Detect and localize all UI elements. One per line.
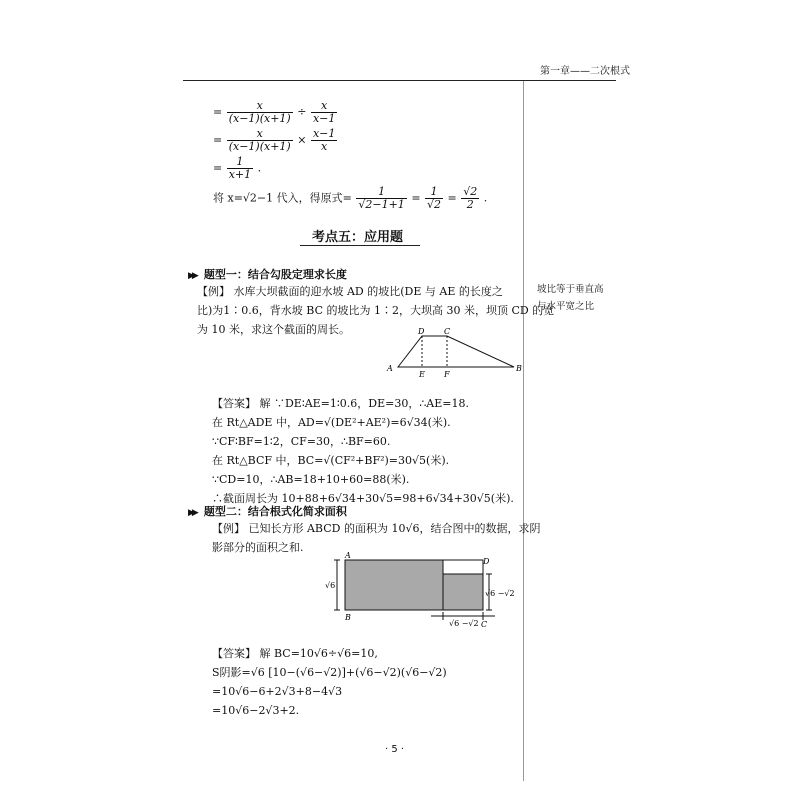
- example-2-text: 【例】 已知长方形 ABCD 的面积为 10√6，结合图中的数据，求阴 影部分的面积之和.: [212, 522, 541, 554]
- label-c: C: [444, 327, 451, 336]
- chapter-header: 第一章——二次根式: [540, 66, 630, 77]
- page-number: · 5 ·: [385, 744, 405, 755]
- answer-2: 【答案】 解 BC=10√6÷√6=10, S阴影=√6 [10−(√6−√2)]+(√6−√2)(√6−√2) =10√6−6+2√3+8−4√3 =10√6−2√3+2.: [212, 647, 447, 717]
- derivation-line-1: = $\frac{x}{(x-1)(x+1)}$ ÷ $\frac{x}{x-1}$: [213, 99, 336, 125]
- label-e: E: [419, 370, 425, 379]
- triangle-arrow-icon: ▶▶: [188, 508, 196, 518]
- bottom-dimension-label: √6 −√2: [449, 619, 479, 628]
- margin-divider: [523, 81, 524, 781]
- derivation-line-3: = $\frac{1}{x+1}$ .: [213, 155, 262, 181]
- left-dimension-label: √6: [325, 581, 336, 590]
- label-a: A: [387, 364, 393, 373]
- label-b: B: [345, 613, 351, 622]
- label-d: D: [418, 327, 425, 336]
- answer-1: 【答案】 解 ∵DE∶AE=1∶0.6，DE=30，∴AE=18. 在 Rt△ADE 中，AD=√(DE²+AE²)=6√34(米). ∵CF∶BF=1∶2，CF=30，∴BF=60. 在 Rt△BCF 中，BC=√(CF²+BF²)=30√5(米). ∵CD=10，∴AB=18+10+60=88(米). ∴截面周长为 10+88+6√34+30√5=98+6√34+30√5(米).: [212, 397, 514, 505]
- trapezoid-shape: [398, 336, 514, 367]
- example-1-text: 【例】 水库大坝截面的迎水坡 AD 的坡比(DE 与 AE 的长度之 比)为1∶0.6，背水坡 BC 的坡比为 1∶2，大坝高 30 米，坝顶 CD 的宽 为 10 米，求这个截面的周长。: [197, 285, 555, 336]
- label-a: A: [345, 552, 351, 560]
- shaded-region-right: [443, 574, 483, 610]
- label-b: B: [516, 364, 522, 373]
- substitution-line: 将 x=√2−1 代入，得原式= $\frac{1}{√2-1+1}$ = $\frac{1}{√2}$ = $\frac{√2}{2}$ .: [213, 185, 488, 211]
- section-title: 考点五：应用题: [312, 230, 404, 245]
- label-c: C: [481, 620, 488, 629]
- header-rule: [183, 80, 616, 81]
- sidenote: 坡比等于垂直高 与水平宽之比: [537, 284, 604, 312]
- problem-type-1: ▶▶ 题型一：结合勾股定理求长度: [188, 268, 347, 281]
- shaded-region-left: [345, 560, 443, 610]
- problem-type-2: ▶▶ 题型二：结合根式化简求面积: [188, 505, 347, 518]
- right-dimension-label: √6 −√2: [485, 589, 515, 598]
- label-f: F: [444, 370, 450, 379]
- rectangle-diagram: [325, 552, 525, 632]
- triangle-arrow-icon: ▶▶: [188, 271, 196, 281]
- derivation-line-2: = $\frac{x}{(x-1)(x+1)}$ × $\frac{x-1}{x}$: [213, 127, 336, 153]
- trapezoid-diagram: [385, 325, 525, 380]
- section-title-underline: [300, 245, 420, 246]
- label-d: D: [483, 557, 490, 566]
